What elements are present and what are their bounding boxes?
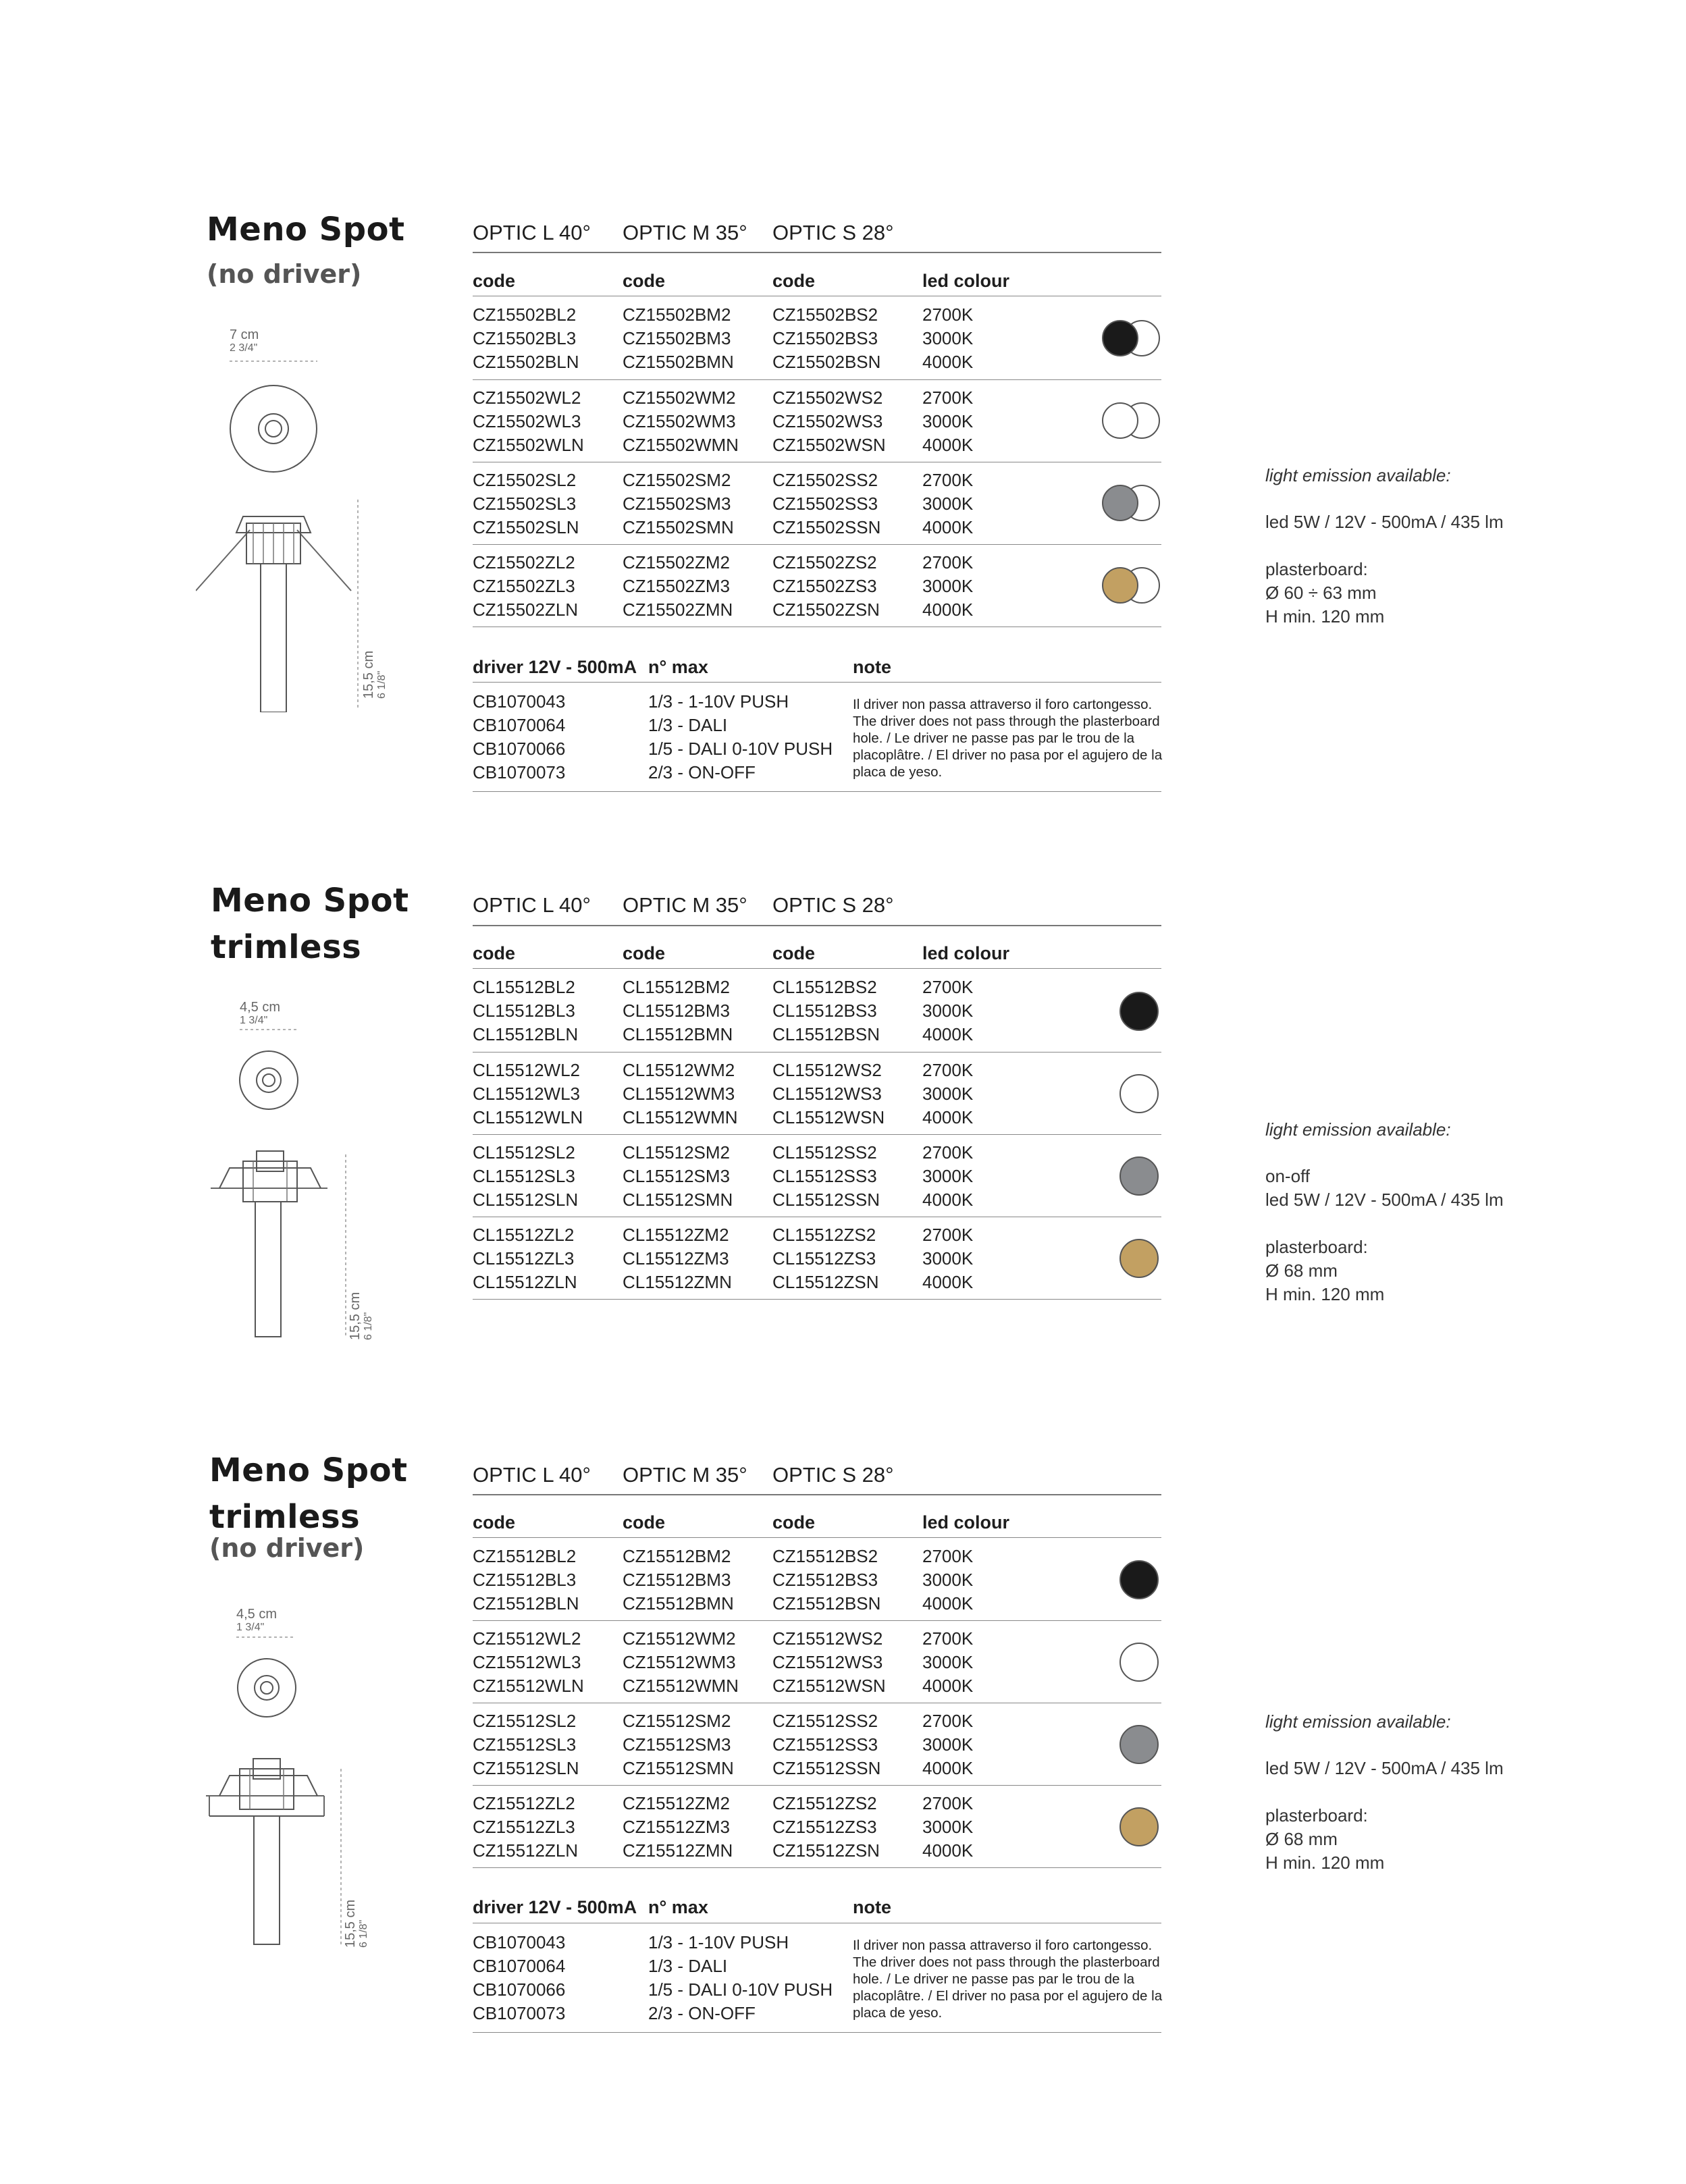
driver-note: Il driver non passa attraverso il foro cartongesso. The driver does not pass through the plasterboard hole. / Le driver ne passe pas par le trou de la placoplâtre. / El driver no pasa por el agujero de la placa de yeso. xyxy=(853,1938,1163,2021)
codes-optic-m: CZ15502BM2 CZ15502BM3 CZ15502BMN xyxy=(623,304,734,372)
codes-optic-m: CZ15502SM2 CZ15502SM3 CZ15502SMN xyxy=(623,470,734,537)
driver-header: driver 12V - 500mA xyxy=(473,657,637,677)
led-temperatures: 2700K 3000K 4000K xyxy=(922,388,974,455)
divider xyxy=(473,1537,1161,1538)
dim-width-cm: 7 cm xyxy=(230,327,259,342)
optic-m-header: OPTIC M 35° xyxy=(623,893,747,917)
dim-height-in: 6 1/8" xyxy=(363,1312,374,1340)
product-drawing-front xyxy=(196,354,412,712)
color-swatch-grey xyxy=(1119,1725,1159,1764)
codes-optic-l: CZ15502SL2 CZ15502SL3 CZ15502SLN xyxy=(473,470,579,537)
codes-optic-l: CZ15502ZL2 CZ15502ZL3 CZ15502ZLN xyxy=(473,552,579,620)
divider xyxy=(473,1299,1161,1300)
dim-width-in: 2 3/4" xyxy=(230,342,258,354)
col-led-colour: led colour xyxy=(922,943,1010,963)
codes-optic-s: CZ15502SS2 CZ15502SS3 CZ15502SSN xyxy=(772,470,881,537)
codes-optic-s: CL15512WS2 CL15512WS3 CL15512WSN xyxy=(772,1060,885,1127)
color-swatch-white xyxy=(1102,402,1138,439)
section-subtitle: (no driver) xyxy=(209,1533,365,1563)
led-temperatures: 2700K 3000K 4000K xyxy=(922,552,974,620)
divider xyxy=(473,925,1161,926)
optic-s-header: OPTIC S 28° xyxy=(772,1463,894,1487)
driver-header: driver 12V - 500mA xyxy=(473,1897,637,1917)
codes-optic-l: CL15512ZL2 CL15512ZL3 CL15512ZLN xyxy=(473,1225,577,1292)
divider xyxy=(473,968,1161,969)
divider xyxy=(473,1785,1161,1786)
dim-height-in: 6 1/8" xyxy=(376,670,388,699)
color-swatch-black xyxy=(1102,320,1138,356)
col-code-s: code xyxy=(772,1512,816,1533)
section-title: Meno Spot xyxy=(209,1451,408,1489)
codes-optic-m: CZ15512BM2 CZ15512BM3 CZ15512BMN xyxy=(623,1546,734,1614)
light-emission-title: light emission available: xyxy=(1265,465,1451,485)
codes-optic-m: CZ15512WM2 CZ15512WM3 CZ15512WMN xyxy=(623,1628,739,1696)
section-title-line2: trimless xyxy=(211,928,362,966)
col-code-s: code xyxy=(772,943,816,963)
led-temperatures: 2700K 3000K 4000K xyxy=(922,1060,974,1127)
divider xyxy=(473,544,1161,545)
light-emission-specs: on-off led 5W / 12V - 500mA / 435 lm plasterboard: Ø 68 mm H min. 120 mm xyxy=(1265,1166,1504,1304)
color-swatch-white xyxy=(1119,1643,1159,1682)
nmax-header: n° max xyxy=(648,657,708,677)
dim-width-in: 1 3/4" xyxy=(240,1015,268,1026)
codes-optic-s: CZ15502ZS2 CZ15502ZS3 CZ15502ZSN xyxy=(772,552,880,620)
section-title: Meno Spot xyxy=(207,211,405,248)
codes-optic-s: CL15512BS2 CL15512BS3 CL15512BSN xyxy=(772,977,880,1044)
led-temperatures: 2700K 3000K 4000K xyxy=(922,1225,974,1292)
codes-optic-l: CZ15512ZL2 CZ15512ZL3 CZ15512ZLN xyxy=(473,1793,579,1861)
section-title-line2: trimless xyxy=(209,1498,361,1536)
divider xyxy=(473,2032,1161,2033)
codes-optic-s: CZ15512ZS2 CZ15512ZS3 CZ15512ZSN xyxy=(772,1793,880,1861)
driver-codes: CB1070043 CB1070064 CB1070066 CB1070073 xyxy=(473,1932,566,2023)
dim-width-in: 1 3/4" xyxy=(236,1622,265,1633)
divider xyxy=(473,682,1161,683)
divider xyxy=(473,1620,1161,1621)
dim-height-cm: 15,5 cm xyxy=(343,1899,358,1948)
codes-optic-s: CL15512SS2 CL15512SS3 CL15512SSN xyxy=(772,1142,880,1210)
codes-optic-m: CZ15512ZM2 CZ15512ZM3 CZ15512ZMN xyxy=(623,1793,733,1861)
divider xyxy=(473,252,1161,253)
codes-optic-l: CZ15502WL2 CZ15502WL3 CZ15502WLN xyxy=(473,388,584,455)
codes-optic-m: CL15512ZM2 CL15512ZM3 CL15512ZMN xyxy=(623,1225,732,1292)
divider xyxy=(473,1052,1161,1053)
dim-height-cm: 15,5 cm xyxy=(361,650,376,699)
optic-l-header: OPTIC L 40° xyxy=(473,893,591,917)
section-subtitle: (no driver) xyxy=(207,259,362,289)
codes-optic-l: CZ15512SL2 CZ15512SL3 CZ15512SLN xyxy=(473,1711,579,1778)
col-code-l: code xyxy=(473,271,516,291)
col-led-colour: led colour xyxy=(922,1512,1010,1533)
color-swatch-black xyxy=(1119,992,1159,1031)
divider xyxy=(473,791,1161,792)
col-code-m: code xyxy=(623,1512,666,1533)
codes-optic-l: CZ15512WL2 CZ15512WL3 CZ15512WLN xyxy=(473,1628,584,1696)
color-swatch-grey xyxy=(1119,1156,1159,1196)
color-swatch-black xyxy=(1119,1560,1159,1599)
color-swatch-white xyxy=(1119,1074,1159,1113)
codes-optic-m: CL15512WM2 CL15512WM3 CL15512WMN xyxy=(623,1060,738,1127)
color-swatch-gold xyxy=(1119,1239,1159,1278)
codes-optic-l: CL15512BL2 CL15512BL3 CL15512BLN xyxy=(473,977,579,1044)
optic-l-header: OPTIC L 40° xyxy=(473,1463,591,1487)
driver-note: Il driver non passa attraverso il foro cartongesso. The driver does not pass through the plasterboard hole. / Le driver ne passe pas par le trou de la placoplâtre. / El driver no pasa por el agujero de la placa de yeso. xyxy=(853,697,1163,780)
light-emission-specs: led 5W / 12V - 500mA / 435 lm plasterboard: Ø 68 mm H min. 120 mm xyxy=(1265,1758,1504,1873)
driver-codes: CB1070043 CB1070064 CB1070066 CB1070073 xyxy=(473,691,566,782)
led-temperatures: 2700K 3000K 4000K xyxy=(922,1793,974,1861)
color-swatch-gold xyxy=(1102,567,1138,604)
codes-optic-l: CL15512SL2 CL15512SL3 CL15512SLN xyxy=(473,1142,579,1210)
optic-l-header: OPTIC L 40° xyxy=(473,221,591,244)
section-title: Meno Spot xyxy=(211,882,409,920)
col-led-colour: led colour xyxy=(922,271,1010,291)
led-temperatures: 2700K 3000K 4000K xyxy=(922,1546,974,1614)
led-temperatures: 2700K 3000K 4000K xyxy=(922,1142,974,1210)
codes-optic-s: CZ15502WS2 CZ15502WS3 CZ15502WSN xyxy=(772,388,886,455)
optic-m-header: OPTIC M 35° xyxy=(623,1463,747,1487)
dim-height-in: 6 1/8" xyxy=(358,1919,369,1948)
col-code-l: code xyxy=(473,943,516,963)
color-swatch-gold xyxy=(1119,1807,1159,1846)
light-emission-specs: led 5W / 12V - 500mA / 435 lm plasterboard: Ø 60 ÷ 63 mm H min. 120 mm xyxy=(1265,512,1504,627)
codes-optic-s: CL15512ZS2 CL15512ZS3 CL15512ZSN xyxy=(772,1225,879,1292)
codes-optic-m: CZ15502ZM2 CZ15502ZM3 CZ15502ZMN xyxy=(623,552,733,620)
codes-optic-s: CZ15512SS2 CZ15512SS3 CZ15512SSN xyxy=(772,1711,881,1778)
codes-optic-m: CZ15512SM2 CZ15512SM3 CZ15512SMN xyxy=(623,1711,734,1778)
nmax-header: n° max xyxy=(648,1897,708,1917)
dim-height-cm: 15,5 cm xyxy=(348,1291,363,1340)
driver-nmax: 1/3 - 1-10V PUSH 1/3 - DALI 1/5 - DALI 0-10V PUSH 2/3 - ON-OFF xyxy=(648,1932,833,2023)
codes-optic-s: CZ15502BS2 CZ15502BS3 CZ15502BSN xyxy=(772,304,881,372)
dim-width-cm: 4,5 cm xyxy=(240,1000,281,1015)
note-header: note xyxy=(853,657,891,677)
codes-optic-m: CL15512BM2 CL15512BM3 CL15512BMN xyxy=(623,977,733,1044)
light-emission-title: light emission available: xyxy=(1265,1119,1451,1140)
led-temperatures: 2700K 3000K 4000K xyxy=(922,1711,974,1778)
codes-optic-l: CZ15502BL2 CZ15502BL3 CZ15502BLN xyxy=(473,304,579,372)
led-temperatures: 2700K 3000K 4000K xyxy=(922,304,974,372)
divider xyxy=(473,1134,1161,1135)
divider xyxy=(473,1494,1161,1495)
led-temperatures: 2700K 3000K 4000K xyxy=(922,1628,974,1696)
col-code-m: code xyxy=(623,271,666,291)
col-code-s: code xyxy=(772,271,816,291)
codes-optic-l: CL15512WL2 CL15512WL3 CL15512WLN xyxy=(473,1060,583,1127)
optic-s-header: OPTIC S 28° xyxy=(772,893,894,917)
led-temperatures: 2700K 3000K 4000K xyxy=(922,470,974,537)
codes-optic-m: CL15512SM2 CL15512SM3 CL15512SMN xyxy=(623,1142,733,1210)
optic-s-header: OPTIC S 28° xyxy=(772,221,894,244)
dim-width-cm: 4,5 cm xyxy=(236,1607,278,1622)
col-code-m: code xyxy=(623,943,666,963)
driver-nmax: 1/3 - 1-10V PUSH 1/3 - DALI 1/5 - DALI 0-10V PUSH 2/3 - ON-OFF xyxy=(648,691,833,782)
codes-optic-s: CZ15512WS2 CZ15512WS3 CZ15512WSN xyxy=(772,1628,886,1696)
color-swatch-grey xyxy=(1102,485,1138,521)
note-header: note xyxy=(853,1897,891,1917)
optic-m-header: OPTIC M 35° xyxy=(623,221,747,244)
led-temperatures: 2700K 3000K 4000K xyxy=(922,977,974,1044)
divider xyxy=(473,379,1161,380)
codes-optic-m: CZ15502WM2 CZ15502WM3 CZ15502WMN xyxy=(623,388,739,455)
col-code-l: code xyxy=(473,1512,516,1533)
light-emission-title: light emission available: xyxy=(1265,1711,1451,1732)
codes-optic-l: CZ15512BL2 CZ15512BL3 CZ15512BLN xyxy=(473,1546,579,1614)
codes-optic-s: CZ15512BS2 CZ15512BS3 CZ15512BSN xyxy=(772,1546,881,1614)
divider xyxy=(473,1867,1161,1868)
